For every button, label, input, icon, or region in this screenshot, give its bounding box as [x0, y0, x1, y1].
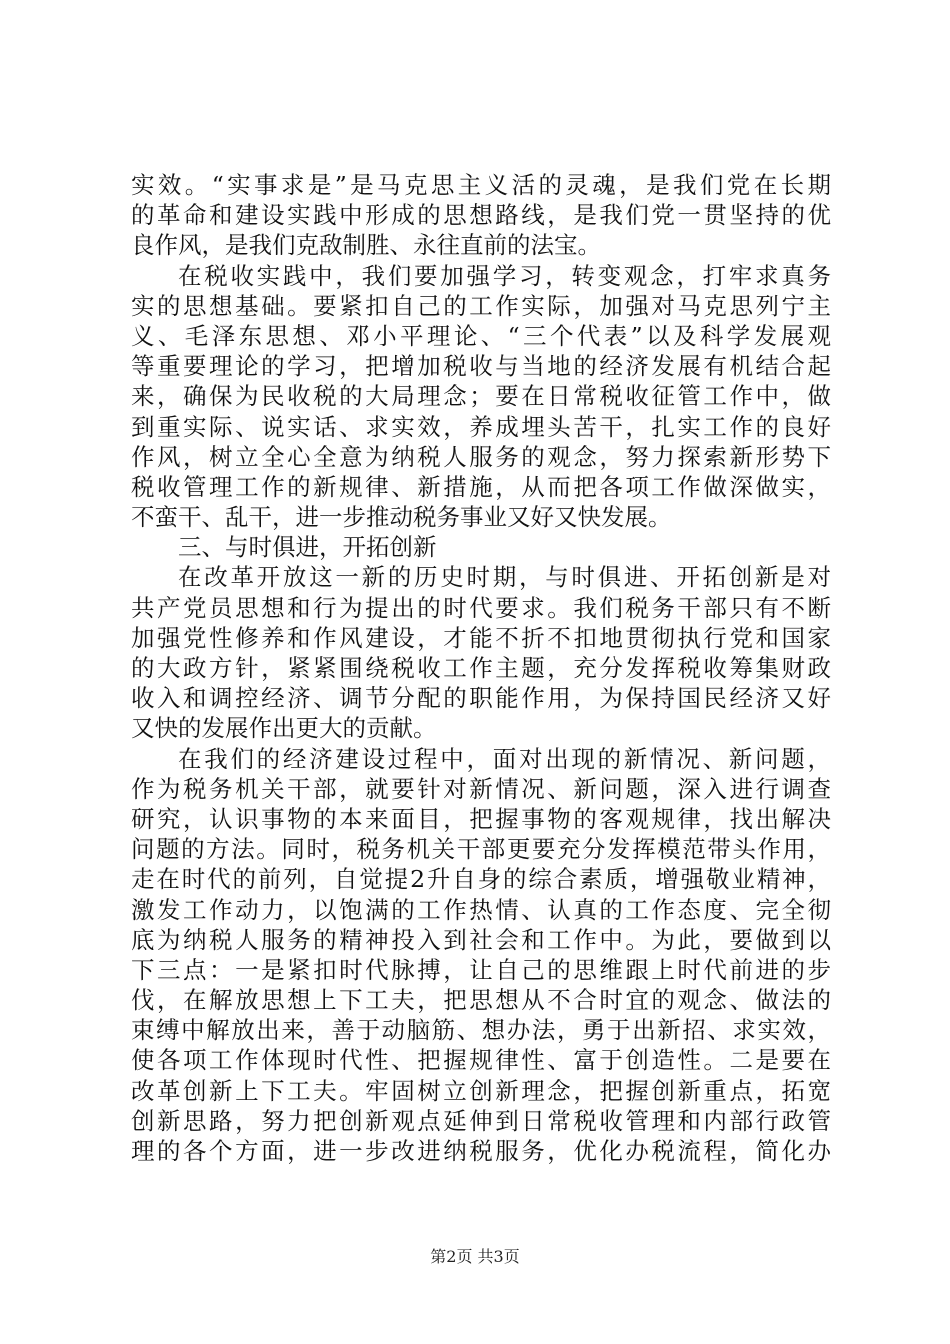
- text-line: 在改革开放这一新的历史时期，与时俱进、开拓创新是对: [178, 563, 831, 592]
- text-line: 来，确保为民收税的大局理念；要在日常税收征管工作中，做: [131, 382, 831, 411]
- text-line: 三、与时俱进，开拓创新: [178, 533, 437, 562]
- text-line: 加强党性修养和作风建设，才能不折不扣地贯彻执行党和国家: [131, 623, 831, 652]
- text-line: 义、毛泽东思想、邓小平理论、“三个代表”以及科学发展观: [131, 321, 831, 350]
- text-line: 作风，树立全心全意为纳税人服务的观念，努力探索新形势下: [131, 442, 831, 471]
- text-line: 到重实际、说实话、求实效，养成埋头苦干，扎实工作的良好: [131, 412, 831, 441]
- document-body: [131, 170, 831, 1166]
- text-line: 下三点：一是紧扣时代脉搏，让自己的思维跟上时代前进的步: [131, 955, 831, 984]
- text-line: 又快的发展作出更大的贡献。: [131, 714, 437, 743]
- text-line: 共产党员思想和行为提出的时代要求。我们税务干部只有不断: [131, 593, 831, 622]
- text-line: 的革命和建设实践中形成的思想路线，是我们党一贯坚持的优: [131, 201, 831, 230]
- text-line: 等重要理论的学习，把增加税收与当地的经济发展有机结合起: [131, 352, 831, 381]
- text-line: 激发工作动力，以饱满的工作热情、认真的工作态度、完全彻: [131, 895, 831, 924]
- text-line: 在我们的经济建设过程中，面对出现的新情况、新问题，: [178, 744, 831, 773]
- text-line: 不蛮干、乱干，进一步推动税务事业又好又快发展。: [131, 503, 672, 532]
- text-line: 使各项工作体现时代性、把握规律性、富于创造性。二是要在: [131, 1046, 831, 1075]
- text-line: 收入和调控经济、调节分配的职能作用，为保持国民经济又好: [131, 684, 831, 713]
- text-line: 在税收实践中，我们要加强学习，转变观念，打牢求真务: [178, 261, 831, 290]
- text-line: 走在时代的前列，自觉提2升自身的综合素质，增强敬业精神，: [131, 865, 831, 894]
- text-line: 作为税务机关干部，就要针对新情况、新问题，深入进行调查: [131, 774, 831, 803]
- text-line: 理的各个方面，进一步改进纳税服务，优化办税流程，简化办: [131, 1137, 831, 1165]
- text-line: 税收管理工作的新规律、新措施，从而把各项工作做深做实，: [131, 472, 831, 501]
- text-line: 实效。“实事求是”是马克思主义活的灵魂，是我们党在长期: [131, 171, 831, 199]
- text-line: 问题的方法。同时，税务机关干部更要充分发挥模范带头作用，: [131, 835, 831, 864]
- text-line: 的大政方针，紧紧围绕税收工作主题，充分发挥税收筹集财政: [131, 654, 831, 682]
- text-line: 实的思想基础。要紧扣自己的工作实际，加强对马克思列宁主: [131, 291, 831, 320]
- page-footer: 第2页 共3页: [430, 1247, 520, 1266]
- text-line: 伐，在解放思想上下工夫，把思想从不合时宜的观念、做法的: [131, 986, 831, 1015]
- text-line: 创新思路，努力把创新观点延伸到日常税收管理和内部行政管: [131, 1106, 831, 1135]
- text-line: 良作风，是我们克敌制胜、永往直前的法宝。: [131, 231, 601, 260]
- text-line: 底为纳税人服务的精神投入到社会和工作中。为此，要做到以: [131, 925, 831, 954]
- text-line: 束缚中解放出来，善于动脑筋、想办法，勇于出新招、求实效，: [131, 1016, 831, 1045]
- text-line: 研究，认识事物的本来面目，把握事物的客观规律，找出解决: [131, 804, 831, 833]
- text-line: 改革创新上下工夫。牢固树立创新理念，把握创新重点，拓宽: [131, 1076, 831, 1105]
